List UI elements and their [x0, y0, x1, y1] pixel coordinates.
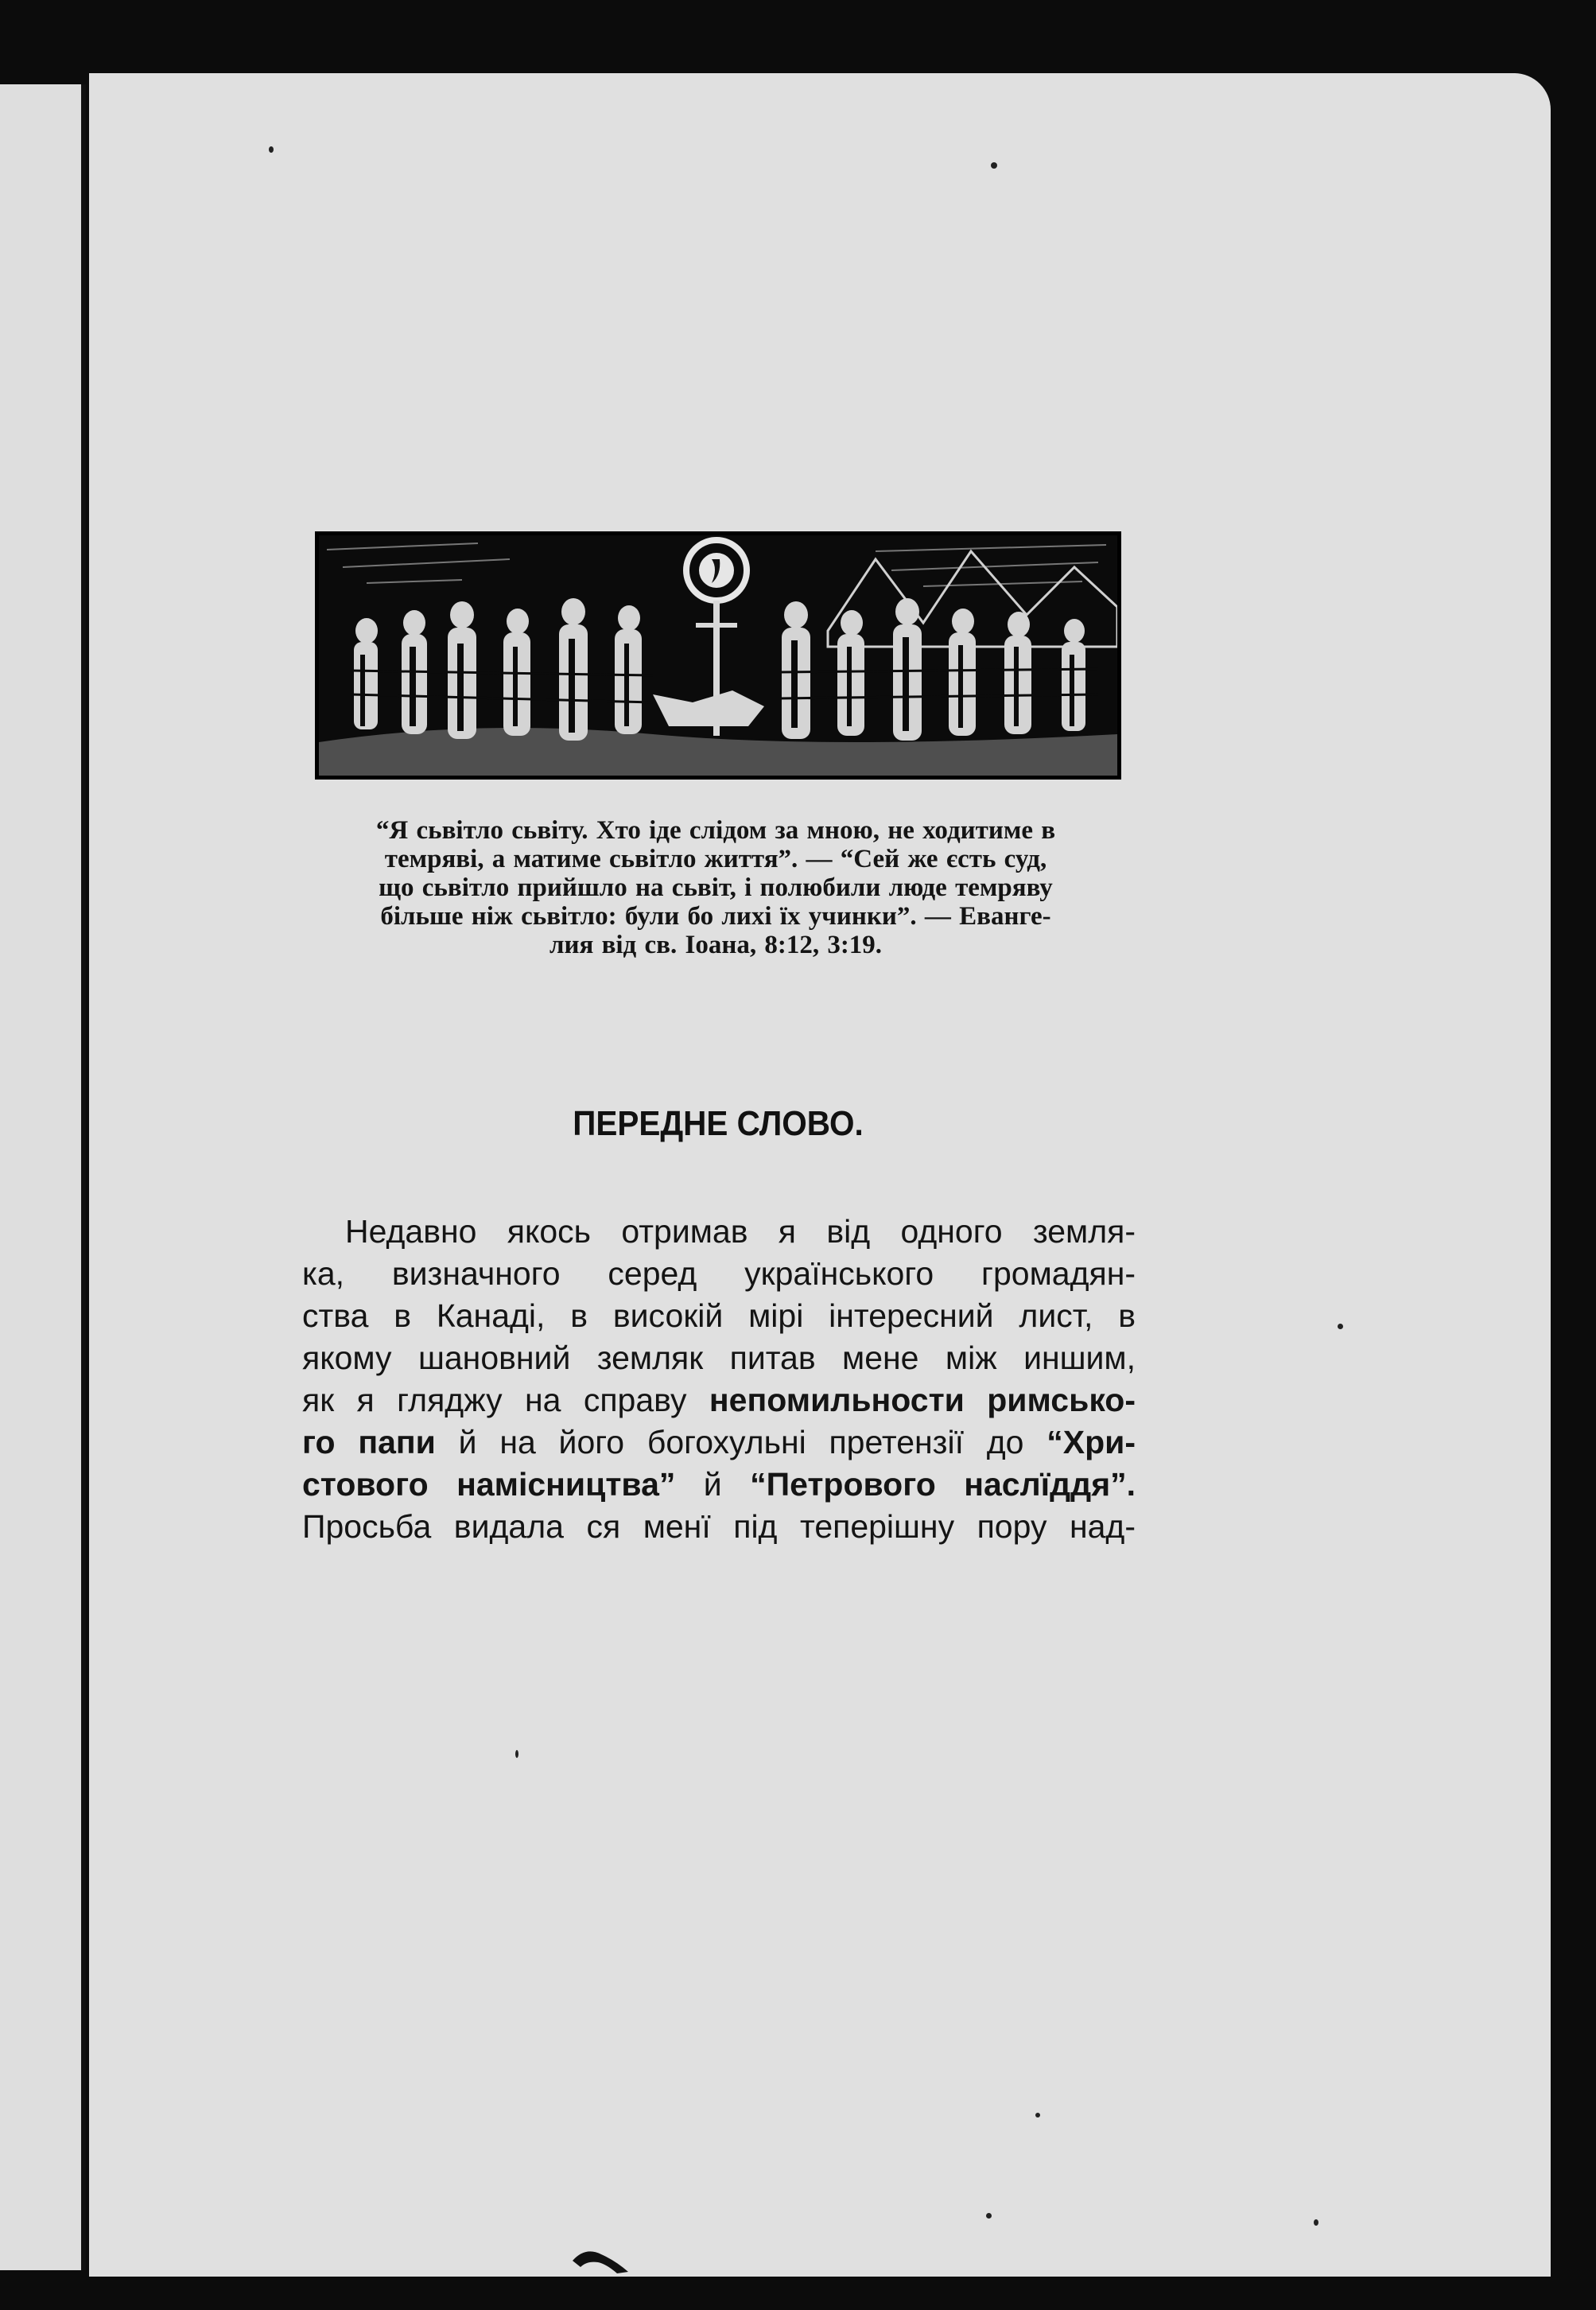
print-speck — [1035, 2113, 1040, 2118]
body-line: якому шановний земляк питав мене між иншим, — [302, 1340, 1136, 1376]
woodcut-illustration-icon — [315, 531, 1121, 780]
emphasis-text: го папи — [302, 1424, 436, 1460]
epigraph-line: темряві, а матиме сьвітло життя”. — “Сей же єсть суд, — [384, 845, 1047, 873]
section-heading: ПЕРЕДНЕ СЛОВО. — [573, 1104, 864, 1143]
body-text-run: як я гляджу на справу — [302, 1382, 709, 1418]
print-speck — [1314, 2219, 1318, 2226]
body-line: Просьба видала ся менї під теперішну пору над- — [302, 1508, 1136, 1545]
epigraph-line: “Я сьвітло сьвіту. Хто іде слідом за мною, не ходитиме в — [375, 816, 1056, 845]
emphasis-text: “Петрового наслїддя”. — [750, 1466, 1136, 1503]
body-line: ка, визначного серед українського громадян- — [302, 1255, 1136, 1292]
book-page — [89, 73, 1551, 2277]
print-speck — [986, 2213, 992, 2219]
emphasis-text: непомильности римсько- — [709, 1382, 1136, 1418]
epigraph-line: лия від св. Іоана, 8:12, 3:19. — [549, 931, 883, 959]
body-text-run: й на його богохульні претензії до — [435, 1424, 1047, 1460]
body-line: ства в Канаді, в високій мірі інтересний лист, в — [302, 1297, 1136, 1334]
body-paragraph — [302, 1211, 1136, 1548]
woodcut-scene — [319, 535, 1117, 776]
emphasis-text: стового намісництва” — [302, 1466, 676, 1503]
body-line — [302, 1464, 1136, 1506]
body-line — [302, 1379, 1136, 1421]
body-line: Недавно якось отримав я від одного земля- — [345, 1213, 1136, 1250]
print-speck — [991, 162, 997, 169]
epigraph-line: що сьвітло прийшло на сьвіт, і полюбили люде темряву — [379, 873, 1053, 902]
facing-page-edge — [0, 84, 86, 2270]
ink-smudge — [569, 2243, 631, 2275]
print-speck — [1338, 1324, 1343, 1329]
emphasis-text: “Хри- — [1047, 1424, 1136, 1460]
body-line — [302, 1421, 1136, 1464]
epigraph-quote — [307, 816, 1124, 959]
body-text-run: й — [675, 1466, 751, 1503]
print-speck — [515, 1750, 518, 1758]
epigraph-line: більше ніж сьвітло: були бо лихі їх учинки”. — Еванге- — [380, 902, 1051, 931]
print-speck — [269, 146, 274, 153]
